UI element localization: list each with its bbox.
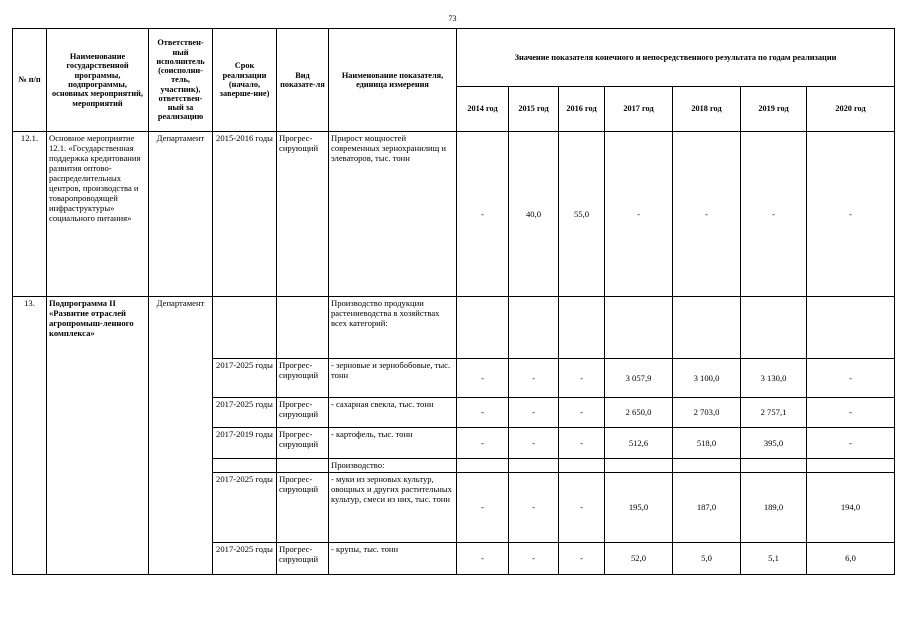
indicator-name: Производство продукции растениеводства в хозяйствах всех категорий: <box>329 297 457 359</box>
row-number: 13. <box>13 297 47 575</box>
value-cell: - <box>807 359 895 398</box>
value-cell <box>605 459 673 473</box>
value-cell: 395,0 <box>741 428 807 459</box>
value-cell: 3 130,0 <box>741 359 807 398</box>
value-cell <box>807 297 895 359</box>
header-term: Срок реализации (начало, заверше-ние) <box>213 29 277 132</box>
header-program: Наименование государственной программы, подпрограммы, основных мероприятий, мероприятий <box>47 29 149 132</box>
header-year: 2014 год <box>457 87 509 132</box>
value-cell: - <box>509 398 559 428</box>
header-year: 2020 год <box>807 87 895 132</box>
table-row <box>13 132 895 297</box>
value-cell <box>457 459 509 473</box>
value-cell: 3 057,9 <box>605 359 673 398</box>
indicator-name: - картофель, тыс. тонн <box>329 428 457 459</box>
header-kind: Вид показате-ля <box>277 29 329 132</box>
value-cell: 195,0 <box>605 473 673 543</box>
indicator-name: - сахарная свекла, тыс. тонн <box>329 398 457 428</box>
value-cell: 194,0 <box>807 473 895 543</box>
value-cell: - <box>741 132 807 297</box>
value-cell: - <box>509 543 559 575</box>
value-cell: - <box>807 132 895 297</box>
value-cell: 189,0 <box>741 473 807 543</box>
value-cell <box>741 459 807 473</box>
executor: Департамент <box>149 132 213 297</box>
indicator-name: - крупы, тыс. тонн <box>329 543 457 575</box>
value-cell: - <box>509 473 559 543</box>
indicator-name: - муки из зерновых культур, овощных и других растительных культур, смеси из них, тыс. тонн <box>329 473 457 543</box>
value-cell: - <box>807 428 895 459</box>
header-year: 2016 год <box>559 87 605 132</box>
value-cell: - <box>457 473 509 543</box>
header-executor: Ответствен-ный исполнитель (соисполни-тель, участник), ответствен-ный за реализацию <box>149 29 213 132</box>
value-cell <box>807 459 895 473</box>
value-cell: - <box>457 359 509 398</box>
indicator-kind: Прогрес-сирующий <box>277 543 329 575</box>
value-cell: 55,0 <box>559 132 605 297</box>
row-number: 12.1. <box>13 132 47 297</box>
value-cell: - <box>559 473 605 543</box>
value-cell: - <box>559 398 605 428</box>
header-year: 2018 год <box>673 87 741 132</box>
value-cell: - <box>673 132 741 297</box>
header-year: 2017 год <box>605 87 673 132</box>
value-cell: - <box>807 398 895 428</box>
value-cell: 40,0 <box>509 132 559 297</box>
term: 2017-2025 годы <box>213 473 277 543</box>
header-year: 2015 год <box>509 87 559 132</box>
value-cell: 512,6 <box>605 428 673 459</box>
value-cell: 52,0 <box>605 543 673 575</box>
value-cell <box>559 459 605 473</box>
term: 2017-2025 годы <box>213 398 277 428</box>
value-cell <box>605 297 673 359</box>
indicator-kind: Прогрес-сирующий <box>277 398 329 428</box>
term: 2017-2025 годы <box>213 543 277 575</box>
value-cell: - <box>559 359 605 398</box>
header-values-group: Значение показателя конечного и непосредственного результата по годам реализации <box>457 29 895 87</box>
executor: Департамент <box>149 297 213 575</box>
value-cell: - <box>509 359 559 398</box>
value-cell: 187,0 <box>673 473 741 543</box>
indicator-kind <box>277 459 329 473</box>
value-cell: 2 757,1 <box>741 398 807 428</box>
indicator-kind <box>277 297 329 359</box>
value-cell: 3 100,0 <box>673 359 741 398</box>
value-cell: - <box>559 543 605 575</box>
value-cell <box>509 459 559 473</box>
page-number: 73 <box>448 14 457 23</box>
indicator-name: Производство: <box>329 459 457 473</box>
value-cell: - <box>509 428 559 459</box>
value-cell: - <box>457 132 509 297</box>
header-year: 2019 год <box>741 87 807 132</box>
indicator-kind: Прогрес-сирующий <box>277 473 329 543</box>
program-name: Основное мероприятие 12.1. «Государственная поддержка кредитования развития оптово-распределительных центров, производства и товаропроводящей инфраструктуры» социального питания» <box>47 132 149 297</box>
term: 2017-2019 годы <box>213 428 277 459</box>
header-num: № п/п <box>13 29 47 132</box>
term: 2017-2025 годы <box>213 359 277 398</box>
value-cell: 5,1 <box>741 543 807 575</box>
value-cell <box>509 297 559 359</box>
indicator-kind: Прогрес-сирующий <box>277 132 329 297</box>
value-cell: 2 650,0 <box>605 398 673 428</box>
value-cell <box>457 297 509 359</box>
value-cell: 518,0 <box>673 428 741 459</box>
value-cell: 5,0 <box>673 543 741 575</box>
term: 2015-2016 годы <box>213 132 277 297</box>
indicator-name: Прирост мощностей современных зернохранилищ и элеваторов, тыс. тонн <box>329 132 457 297</box>
value-cell: - <box>457 428 509 459</box>
value-cell <box>741 297 807 359</box>
term <box>213 459 277 473</box>
value-cell <box>673 459 741 473</box>
indicator-kind: Прогрес-сирующий <box>277 359 329 398</box>
value-cell: - <box>457 543 509 575</box>
value-cell <box>559 297 605 359</box>
value-cell: 6,0 <box>807 543 895 575</box>
indicators-table <box>12 28 895 575</box>
term <box>213 297 277 359</box>
value-cell: - <box>605 132 673 297</box>
indicator-kind: Прогрес-сирующий <box>277 428 329 459</box>
table-row <box>13 297 895 359</box>
value-cell: - <box>559 428 605 459</box>
indicator-name: - зерновые и зернобобовые, тыс. тонн <box>329 359 457 398</box>
value-cell: - <box>457 398 509 428</box>
value-cell <box>673 297 741 359</box>
header-indicator: Наименование показателя, единица измерения <box>329 29 457 132</box>
value-cell: 2 703,0 <box>673 398 741 428</box>
program-name: Подпрограмма II «Развитие отраслей агропромыш-ленного комплекса» <box>47 297 149 575</box>
